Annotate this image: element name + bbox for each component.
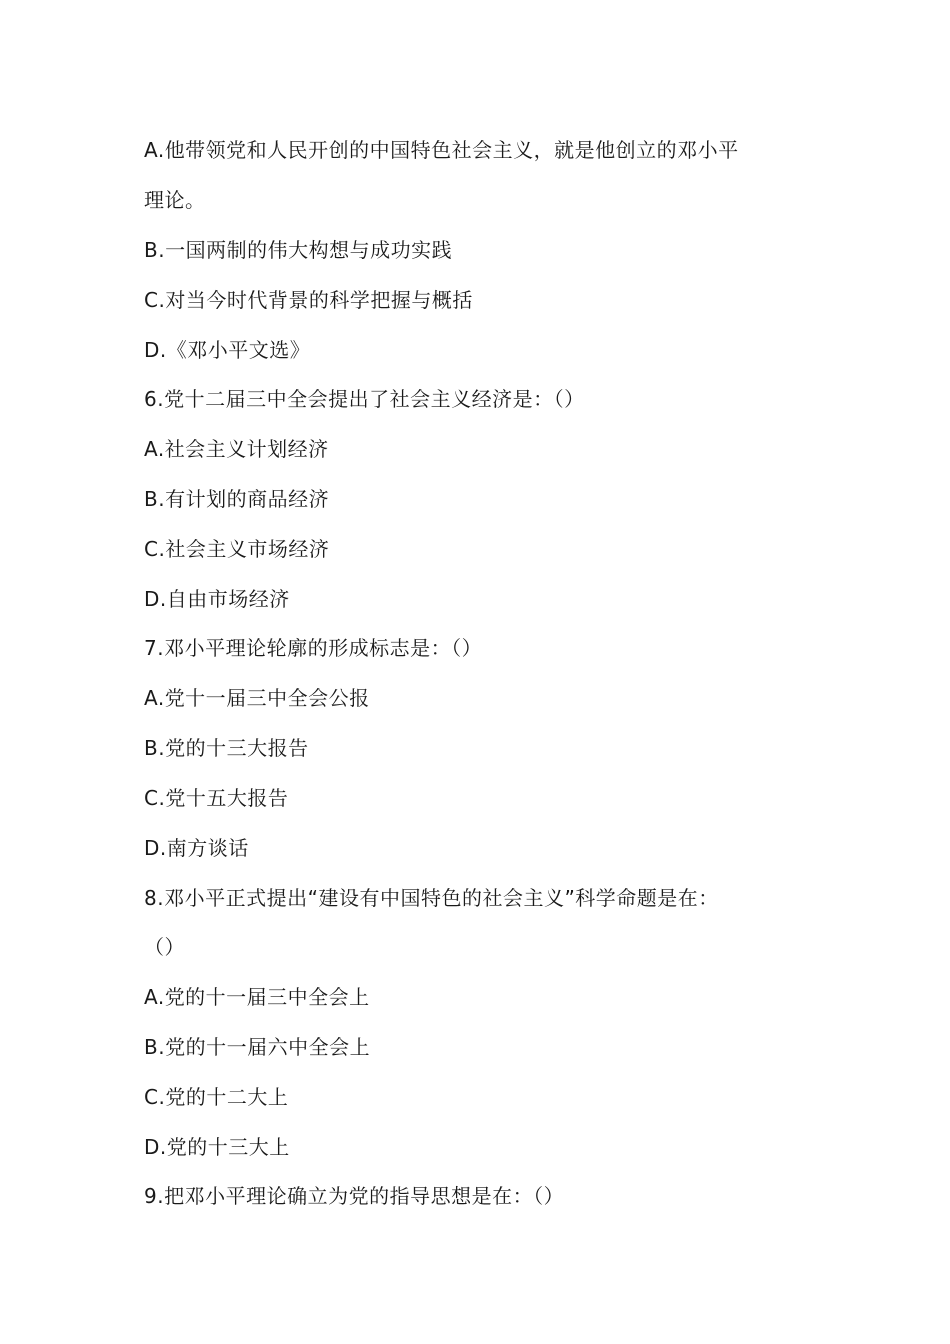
option-6d: D.自由市场经济: [144, 587, 290, 611]
question-8-line-2: （）: [144, 935, 185, 959]
option-5a-line-2: 理论。: [144, 188, 206, 212]
option-8b: B.党的十一届六中全会上: [144, 1035, 371, 1059]
option-6a: A.社会主义计划经济: [144, 437, 329, 461]
question-8-line-1: 8.邓小平正式提出“建设有中国特色的社会主义”科学命题是在：: [144, 886, 719, 910]
option-8a: A.党的十一届三中全会上: [144, 985, 370, 1009]
option-7c: C.党十五大报告: [144, 786, 289, 810]
question-9: 9.把邓小平理论确立为党的指导思想是在：（）: [144, 1184, 565, 1208]
option-5d: D.《邓小平文选》: [144, 338, 311, 362]
option-5a-line-1: A.他带领党和人民开创的中国特色社会主义，就是他创立的邓小平: [144, 138, 739, 162]
option-5c: C.对当今时代背景的科学把握与概括: [144, 288, 473, 312]
option-6b: B.有计划的商品经济: [144, 487, 330, 511]
question-7: 7.邓小平理论轮廓的形成标志是：（）: [144, 636, 483, 660]
option-5b: B.一国两制的伟大构想与成功实践: [144, 238, 453, 262]
option-6c: C.社会主义市场经济: [144, 537, 330, 561]
option-8c: C.党的十二大上: [144, 1085, 289, 1109]
option-7d: D.南方谈话: [144, 836, 249, 860]
option-7a: A.党十一届三中全会公报: [144, 686, 370, 710]
option-8d: D.党的十三大上: [144, 1135, 290, 1159]
question-6: 6.党十二届三中全会提出了社会主义经济是：（）: [144, 387, 585, 411]
option-7b: B.党的十三大报告: [144, 736, 309, 760]
